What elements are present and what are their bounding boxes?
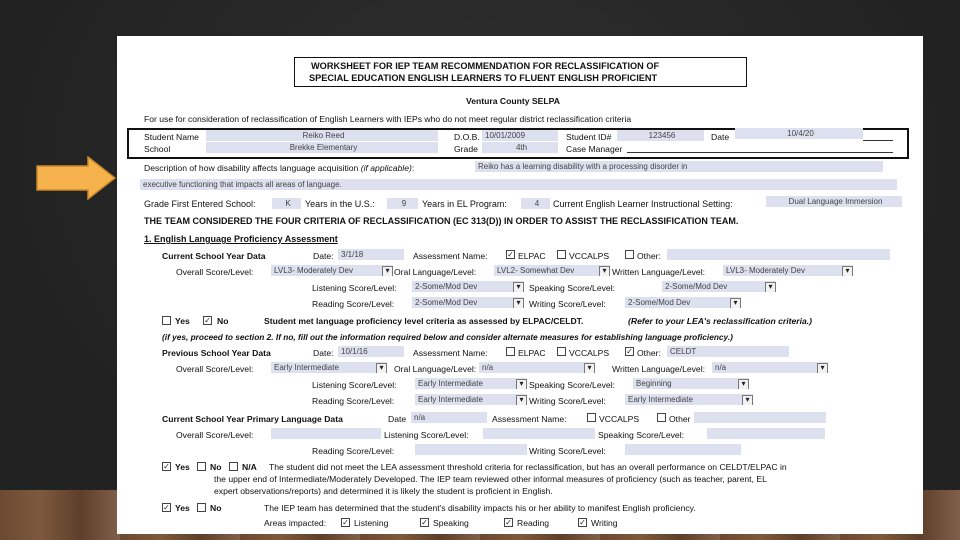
current-listening-select[interactable]: 2-Some/Mod Dev ▾ [412, 281, 524, 292]
previous-reading-label: Reading Score/Level: [312, 396, 395, 406]
previous-writing-select[interactable]: Early Intermediate ▾ [625, 394, 753, 405]
date-field[interactable]: 10/4/20 [735, 128, 863, 139]
section1-heading: 1. English Language Proficiency Assessment [144, 234, 338, 244]
current-speaking-label: Speaking Score/Level: [529, 283, 615, 293]
grade-entered-label: Grade First Entered School: [144, 199, 256, 209]
threshold-text-line1: The student did not meet the LEA assessment threshold criteria for reclassification, but has an overall performance on CELDT/ELPAC in [269, 462, 787, 472]
current-vccalps-checkbox[interactable] [557, 250, 566, 259]
current-year-title: Current School Year Data [162, 251, 266, 261]
disability-yes-label: Yes [175, 503, 190, 513]
met-yes-checkbox[interactable] [162, 316, 171, 325]
previous-other-label: Other: [637, 348, 661, 358]
threshold-na-checkbox[interactable] [229, 462, 238, 471]
previous-written-label: Written Language/Level: [612, 364, 706, 374]
previous-elpac-checkbox[interactable] [506, 347, 515, 356]
primary-date-label: Date [388, 414, 407, 424]
threshold-na-label: N/A [242, 462, 257, 472]
current-other-field[interactable] [667, 249, 890, 260]
case-manager-label: Case Manager [566, 144, 623, 154]
previous-written-select[interactable]: n/a ▾ [712, 362, 828, 373]
current-speaking-select[interactable]: 2-Some/Mod Dev ▾ [662, 281, 776, 292]
previous-vccalps-checkbox[interactable] [557, 347, 566, 356]
threshold-text-line3: expert observations/reports) and determined it is likely the student is proficient in English. [214, 486, 553, 496]
current-reading-label: Reading Score/Level: [312, 299, 395, 309]
current-other-checkbox[interactable] [625, 250, 634, 259]
current-elpac-checkbox[interactable]: ✓ [507, 250, 514, 259]
primary-vccalps-checkbox[interactable] [587, 413, 596, 422]
area-listening-checkbox[interactable]: ✓ [342, 518, 349, 527]
disability-no-label: No [210, 503, 222, 513]
proceed-instructions: (if yes, proceed to section 2. If no, fill out the information required below and consider alternate measures for establishing language proficiency.) [162, 332, 733, 342]
area-writing-label: Writing [591, 518, 618, 528]
current-date-field[interactable]: 3/1/18 [338, 249, 404, 260]
description-field-line2[interactable]: executive functioning that impacts all areas of language. [140, 179, 897, 190]
met-no-checkbox[interactable]: ✓ [204, 316, 211, 325]
threshold-no-label: No [210, 462, 222, 472]
dob-field[interactable]: 10/01/2009 [482, 130, 558, 141]
date-underline [863, 140, 893, 141]
met-criteria-note: (Refer to your LEA's reclassification criteria.) [628, 316, 813, 326]
previous-other-field[interactable]: CELDT [667, 346, 789, 357]
previous-year-title: Previous School Year Data [162, 348, 271, 358]
met-no-label: No [217, 316, 229, 326]
primary-writing-label: Writing Score/Level: [529, 446, 606, 456]
previous-assessment-label: Assessment Name: [413, 348, 488, 358]
date-label: Date [711, 132, 730, 142]
primary-assessment-label: Assessment Name: [492, 414, 567, 424]
previous-overall-label: Overall Score/Level: [176, 364, 254, 374]
primary-other-label: Other [669, 414, 691, 424]
threshold-yes-label: Yes [175, 462, 190, 472]
setting-field[interactable]: Dual Language Immersion [766, 196, 902, 207]
current-overall-select[interactable]: LVL3- Moderately Dev ▾ [271, 265, 393, 276]
years-el-field[interactable]: 4 [521, 198, 550, 209]
school-field[interactable]: Brekke Elementary [206, 142, 438, 153]
primary-speaking-field[interactable] [707, 428, 825, 439]
primary-overall-label: Overall Score/Level: [176, 430, 254, 440]
area-speaking-checkbox[interactable]: ✓ [421, 518, 428, 527]
disability-yes-checkbox[interactable]: ✓ [163, 503, 170, 512]
current-writing-select[interactable]: 2-Some/Mod Dev ▾ [625, 297, 741, 308]
primary-listening-label: Listening Score/Level: [384, 430, 469, 440]
primary-reading-field[interactable] [415, 444, 527, 455]
current-listening-label: Listening Score/Level: [312, 283, 397, 293]
met-yes-label: Yes [175, 316, 190, 326]
years-us-field[interactable]: 9 [387, 198, 418, 209]
grade-label: Grade [454, 144, 478, 154]
intro-text: For use for consideration of reclassification of English Learners with IEPs who do not meet regular district reclassification criteria [144, 114, 632, 124]
criteria-heading: THE TEAM CONSIDERED THE FOUR CRITERIA OF RECLASSIFICATION (EC 313(D)) IN ORDER TO ASSIST THE RECLASSIFICATION TEAM. [144, 216, 739, 226]
primary-other-checkbox[interactable] [657, 413, 666, 422]
selpa-name: Ventura County SELPA [466, 96, 560, 106]
current-reading-select[interactable]: 2-Some/Mod Dev ▾ [412, 297, 524, 308]
previous-date-field[interactable]: 10/1/16 [338, 346, 404, 357]
worksheet-title-line2: SPECIAL EDUCATION ENGLISH LEARNERS TO FLUENT ENGLISH PROFICIENT [309, 73, 658, 83]
previous-elpac-label: ELPAC [518, 348, 546, 358]
primary-reading-label: Reading Score/Level: [312, 446, 395, 456]
met-criteria-text: Student met language proficiency level criteria as assessed by ELPAC/CELDT. [264, 316, 584, 326]
area-writing-checkbox[interactable]: ✓ [579, 518, 586, 527]
previous-writing-label: Writing Score/Level: [529, 396, 606, 406]
student-id-field[interactable]: 123456 [617, 130, 704, 141]
disability-no-checkbox[interactable] [197, 503, 206, 512]
previous-date-label: Date: [313, 348, 334, 358]
years-us-label: Years in the U.S.: [305, 199, 375, 209]
threshold-no-checkbox[interactable] [197, 462, 206, 471]
disability-text: The IEP team has determined that the student's disability impacts his or her ability to manifest English proficiency. [264, 503, 696, 513]
current-writing-label: Writing Score/Level: [529, 299, 606, 309]
primary-language-title: Current School Year Primary Language Data [162, 414, 343, 424]
grade-entered-field[interactable]: K [272, 198, 301, 209]
current-written-select[interactable]: LVL3- Moderately Dev ▾ [723, 265, 853, 276]
current-other-label: Other: [637, 251, 661, 261]
setting-label: Current English Learner Instructional Setting: [553, 199, 733, 209]
case-manager-line[interactable] [627, 152, 893, 153]
previous-speaking-select[interactable]: Beginning ▾ [633, 378, 749, 389]
description-field-line1[interactable]: Reiko has a learning disability with a processing disorder in [475, 161, 883, 172]
threshold-yes-checkbox[interactable]: ✓ [163, 462, 170, 471]
previous-listening-label: Listening Score/Level: [312, 380, 397, 390]
current-elpac-label: ELPAC [518, 251, 546, 261]
student-name-field[interactable]: Reiko Reed [206, 130, 438, 141]
description-label: Description of how disability affects language acquisition (if applicable): [144, 163, 415, 173]
primary-other-field[interactable] [694, 412, 826, 423]
worksheet-title-line1: WORKSHEET FOR IEP TEAM RECOMMENDATION FOR RECLASSIFICATION OF [311, 61, 660, 71]
previous-oral-label: Oral Language/Level: [394, 364, 477, 374]
primary-listening-field[interactable] [483, 428, 595, 439]
areas-impacted-label: Areas impacted: [264, 518, 327, 528]
area-speaking-label: Speaking [433, 518, 469, 528]
worksheet-page [117, 36, 923, 534]
current-oral-select[interactable]: LVL2- Somewhat Dev ▾ [494, 265, 610, 276]
primary-date-field[interactable]: n/a [411, 412, 487, 423]
student-id-label: Student ID# [566, 132, 612, 142]
previous-listening-select[interactable]: Early Intermediate ▾ [415, 378, 527, 389]
previous-overall-select[interactable]: Early Intermediate ▾ [271, 362, 387, 373]
area-reading-label: Reading [517, 518, 550, 528]
current-oral-label: Oral Language/Level: [394, 267, 477, 277]
years-el-label: Years in EL Program: [422, 199, 507, 209]
previous-oral-select[interactable]: n/a ▾ [479, 362, 595, 373]
school-label: School [144, 144, 171, 154]
dob-label: D.O.B. [454, 132, 480, 142]
current-date-label: Date: [313, 251, 334, 261]
primary-vccalps-label: VCCALPS [599, 414, 640, 424]
primary-speaking-label: Speaking Score/Level: [598, 430, 684, 440]
current-vccalps-label: VCCALPS [569, 251, 610, 261]
threshold-text-line2: the upper end of Intermediate/Moderately Developed. The IEP team reviewed other informal measures of proficiency (such as teacher, parent, EL [214, 474, 767, 484]
previous-vccalps-label: VCCALPS [569, 348, 610, 358]
student-name-label: Student Name [144, 132, 199, 142]
current-assessment-label: Assessment Name: [413, 251, 488, 261]
arrow-icon [36, 156, 116, 200]
primary-overall-field[interactable] [271, 428, 381, 439]
previous-speaking-label: Speaking Score/Level: [529, 380, 615, 390]
area-listening-label: Listening [354, 518, 389, 528]
previous-other-checkbox[interactable]: ✓ [626, 347, 633, 356]
primary-writing-field[interactable] [625, 444, 741, 455]
previous-reading-select[interactable]: Early Intermediate ▾ [415, 394, 527, 405]
current-written-label: Written Language/Level: [612, 267, 706, 277]
area-reading-checkbox[interactable]: ✓ [505, 518, 512, 527]
current-overall-label: Overall Score/Level: [176, 267, 254, 277]
grade-field[interactable]: 4th [482, 142, 558, 153]
